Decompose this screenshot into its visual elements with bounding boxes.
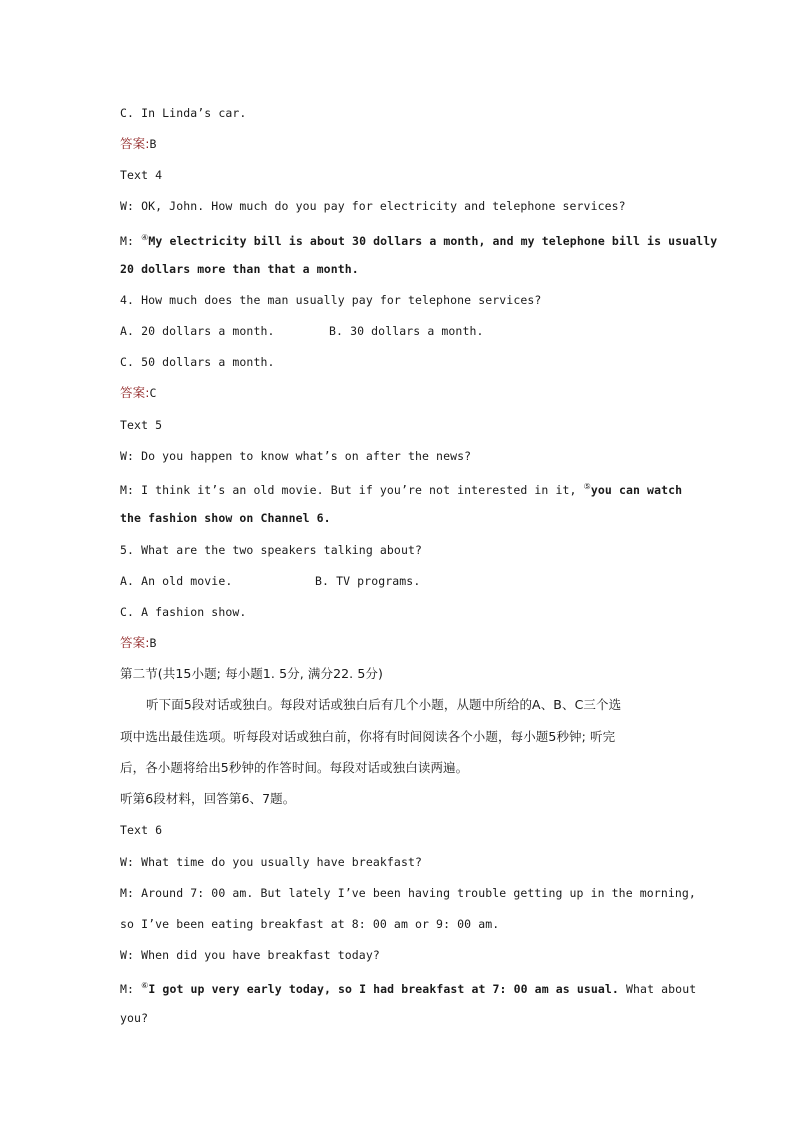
answer-line bbox=[120, 385, 157, 401]
key-marker: ⑥ bbox=[141, 981, 149, 990]
speaker-prefix: M: bbox=[120, 234, 135, 248]
options-row bbox=[120, 323, 484, 339]
answer-line bbox=[120, 136, 157, 152]
option-c: C. 50 dollars a month. bbox=[120, 355, 275, 369]
dialogue-line bbox=[120, 978, 696, 997]
option-b: B. TV programs. bbox=[315, 574, 421, 588]
answer-label: 答案: bbox=[120, 385, 150, 400]
option-a: A. An old movie. bbox=[120, 574, 233, 588]
option-a: A. 20 dollars a month. bbox=[120, 324, 275, 338]
question-line: 4. How much does the man usually pay for telephone services? bbox=[120, 293, 542, 307]
dialogue-text: What about bbox=[626, 982, 697, 996]
dialogue-line: so I’ve been eating breakfast at 8: 00 am or 9: 00 am. bbox=[120, 917, 500, 931]
text-heading: Text 6 bbox=[120, 823, 163, 837]
dialogue-line: W: OK, John. How much do you pay for electricity and telephone services? bbox=[120, 199, 626, 213]
dialogue-line: M: Around 7: 00 am. But lately I’ve been having trouble getting up in the morning, bbox=[120, 886, 696, 900]
key-marker: ④ bbox=[141, 233, 149, 242]
question-line: 5. What are the two speakers talking about? bbox=[120, 543, 423, 557]
option-c: C. A fashion show. bbox=[120, 605, 247, 619]
options-row bbox=[120, 573, 421, 589]
instruction-line: 项中选出最佳选项。听每段对话或独白前，你将有时间阅读各个小题，每小题5秒钟; 听完 bbox=[120, 729, 616, 744]
key-sentence: My electricity bill is about 30 dollars a month, and my telephone bill is usually bbox=[148, 234, 718, 248]
dialogue-line: W: When did you have breakfast today? bbox=[120, 948, 380, 962]
dialogue-line: W: What time do you usually have breakfast? bbox=[120, 855, 423, 869]
text-heading: Text 4 bbox=[120, 168, 163, 182]
listen-instruction: 听第6段材料，回答第6、7题。 bbox=[120, 791, 296, 806]
answer-value: B bbox=[149, 636, 157, 650]
instruction-line: 听下面5段对话或独白。每段对话或独白后有几个小题，从题中所给的A、B、C三个选 bbox=[146, 697, 622, 712]
answer-line bbox=[120, 635, 157, 651]
section-heading: 第二节(共15小题; 每小题1. 5分, 满分22. 5分) bbox=[120, 666, 383, 681]
dialogue-text: M: I think it’s an old movie. But if you’re not interested in it, bbox=[120, 483, 577, 497]
answer-label: 答案: bbox=[120, 635, 150, 650]
speaker-prefix: M: bbox=[120, 982, 135, 996]
answer-value: B bbox=[149, 137, 157, 151]
dialogue-line: W: Do you happen to know what’s on after the news? bbox=[120, 449, 472, 463]
key-sentence: you can watch bbox=[590, 483, 683, 497]
key-sentence: I got up very early today, so I had breakfast at 7: 00 am as usual. bbox=[148, 982, 619, 996]
dialogue-line bbox=[120, 230, 717, 249]
key-marker: ⑤ bbox=[583, 482, 591, 491]
option-c-line: C. In Linda’s car. bbox=[120, 106, 247, 120]
key-sentence-continued: 20 dollars more than that a month. bbox=[120, 262, 359, 276]
option-b: B. 30 dollars a month. bbox=[329, 324, 484, 338]
answer-value: C bbox=[149, 386, 157, 400]
dialogue-line: you? bbox=[120, 1011, 149, 1025]
key-sentence-continued: the fashion show on Channel 6. bbox=[120, 511, 331, 525]
text-heading: Text 5 bbox=[120, 418, 163, 432]
answer-label: 答案: bbox=[120, 136, 150, 151]
dialogue-line bbox=[120, 479, 682, 498]
instruction-line: 后，各小题将给出5秒钟的作答时间。每段对话或独白读两遍。 bbox=[120, 760, 469, 775]
